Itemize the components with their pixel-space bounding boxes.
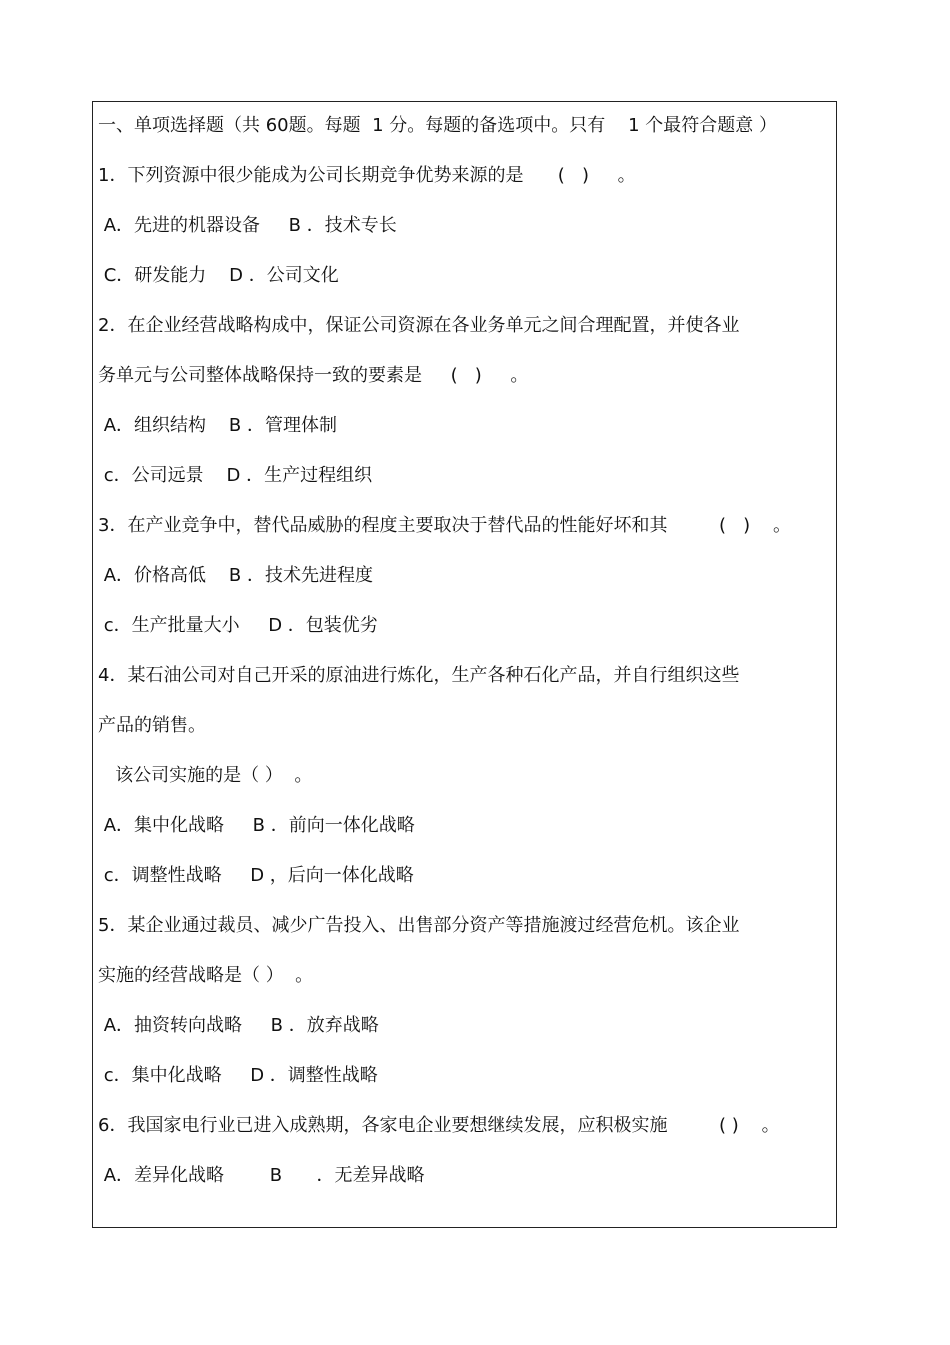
question-3: 3．在产业竞争中，替代品威胁的程度主要取决于替代品的性能好坏和其 ( ) 。 (98, 515, 792, 536)
question-1: 1．下列资源中很少能成为公司长期竞争优势来源的是 ( ) 。 (98, 165, 636, 186)
question-4-line-3: 该公司实施的是（ ） 。 (98, 765, 313, 786)
question-1-options-ab: A．先进的机器设备 B ．技术专长 (98, 215, 397, 236)
question-4-line-2: 产品的销售。 (98, 715, 206, 736)
question-6: 6．我国家电行业已进入成熟期，各家电企业要想继续发展，应积极实施 ( ) 。 (98, 1115, 780, 1136)
question-4-line-1: 4．某石油公司对自己开采的原油进行炼化，生产各种石化产品，并自行组织这些 (98, 665, 740, 686)
question-5-options-cd: c．集中化战略 D ．调整性战略 (98, 1065, 378, 1086)
question-1-options-cd: C．研发能力 D ．公司文化 (98, 265, 339, 286)
question-2-line-1: 2．在企业经营战略构成中，保证公司资源在各业务单元之间合理配置，并使各业 (98, 315, 740, 336)
question-2-options-cd: c．公司远景 D ．生产过程组织 (98, 465, 373, 486)
question-5-line-1: 5．某企业通过裁员、减少广告投入、出售部分资产等措施渡过经营危机。该企业 (98, 915, 740, 936)
question-4-options-cd: c．调整性战略 D ，后向一体化战略 (98, 865, 414, 886)
question-6-options-ab: A．差异化战略 B ．无差异战略 (98, 1165, 425, 1186)
question-2-line-2: 务单元与公司整体战略保持一致的要素是 ( ) 。 (98, 365, 529, 386)
question-2-options-ab: A．组织结构 B ．管理体制 (98, 415, 337, 436)
question-3-options-cd: c．生产批量大小 D ．包装优劣 (98, 615, 378, 636)
question-3-options-ab: A．价格高低 B ．技术先进程度 (98, 565, 373, 586)
question-5-line-2: 实施的经营战略是（ ） 。 (98, 965, 314, 986)
question-4-options-ab: A．集中化战略 B ．前向一体化战略 (98, 815, 415, 836)
question-5-options-ab: A．抽资转向战略 B ．放弃战略 (98, 1015, 379, 1036)
section-heading: 一、单项选择题（共 60题。每题 1 分。每题的备选项中。只有 1 个最符合题意 ） (98, 115, 778, 136)
